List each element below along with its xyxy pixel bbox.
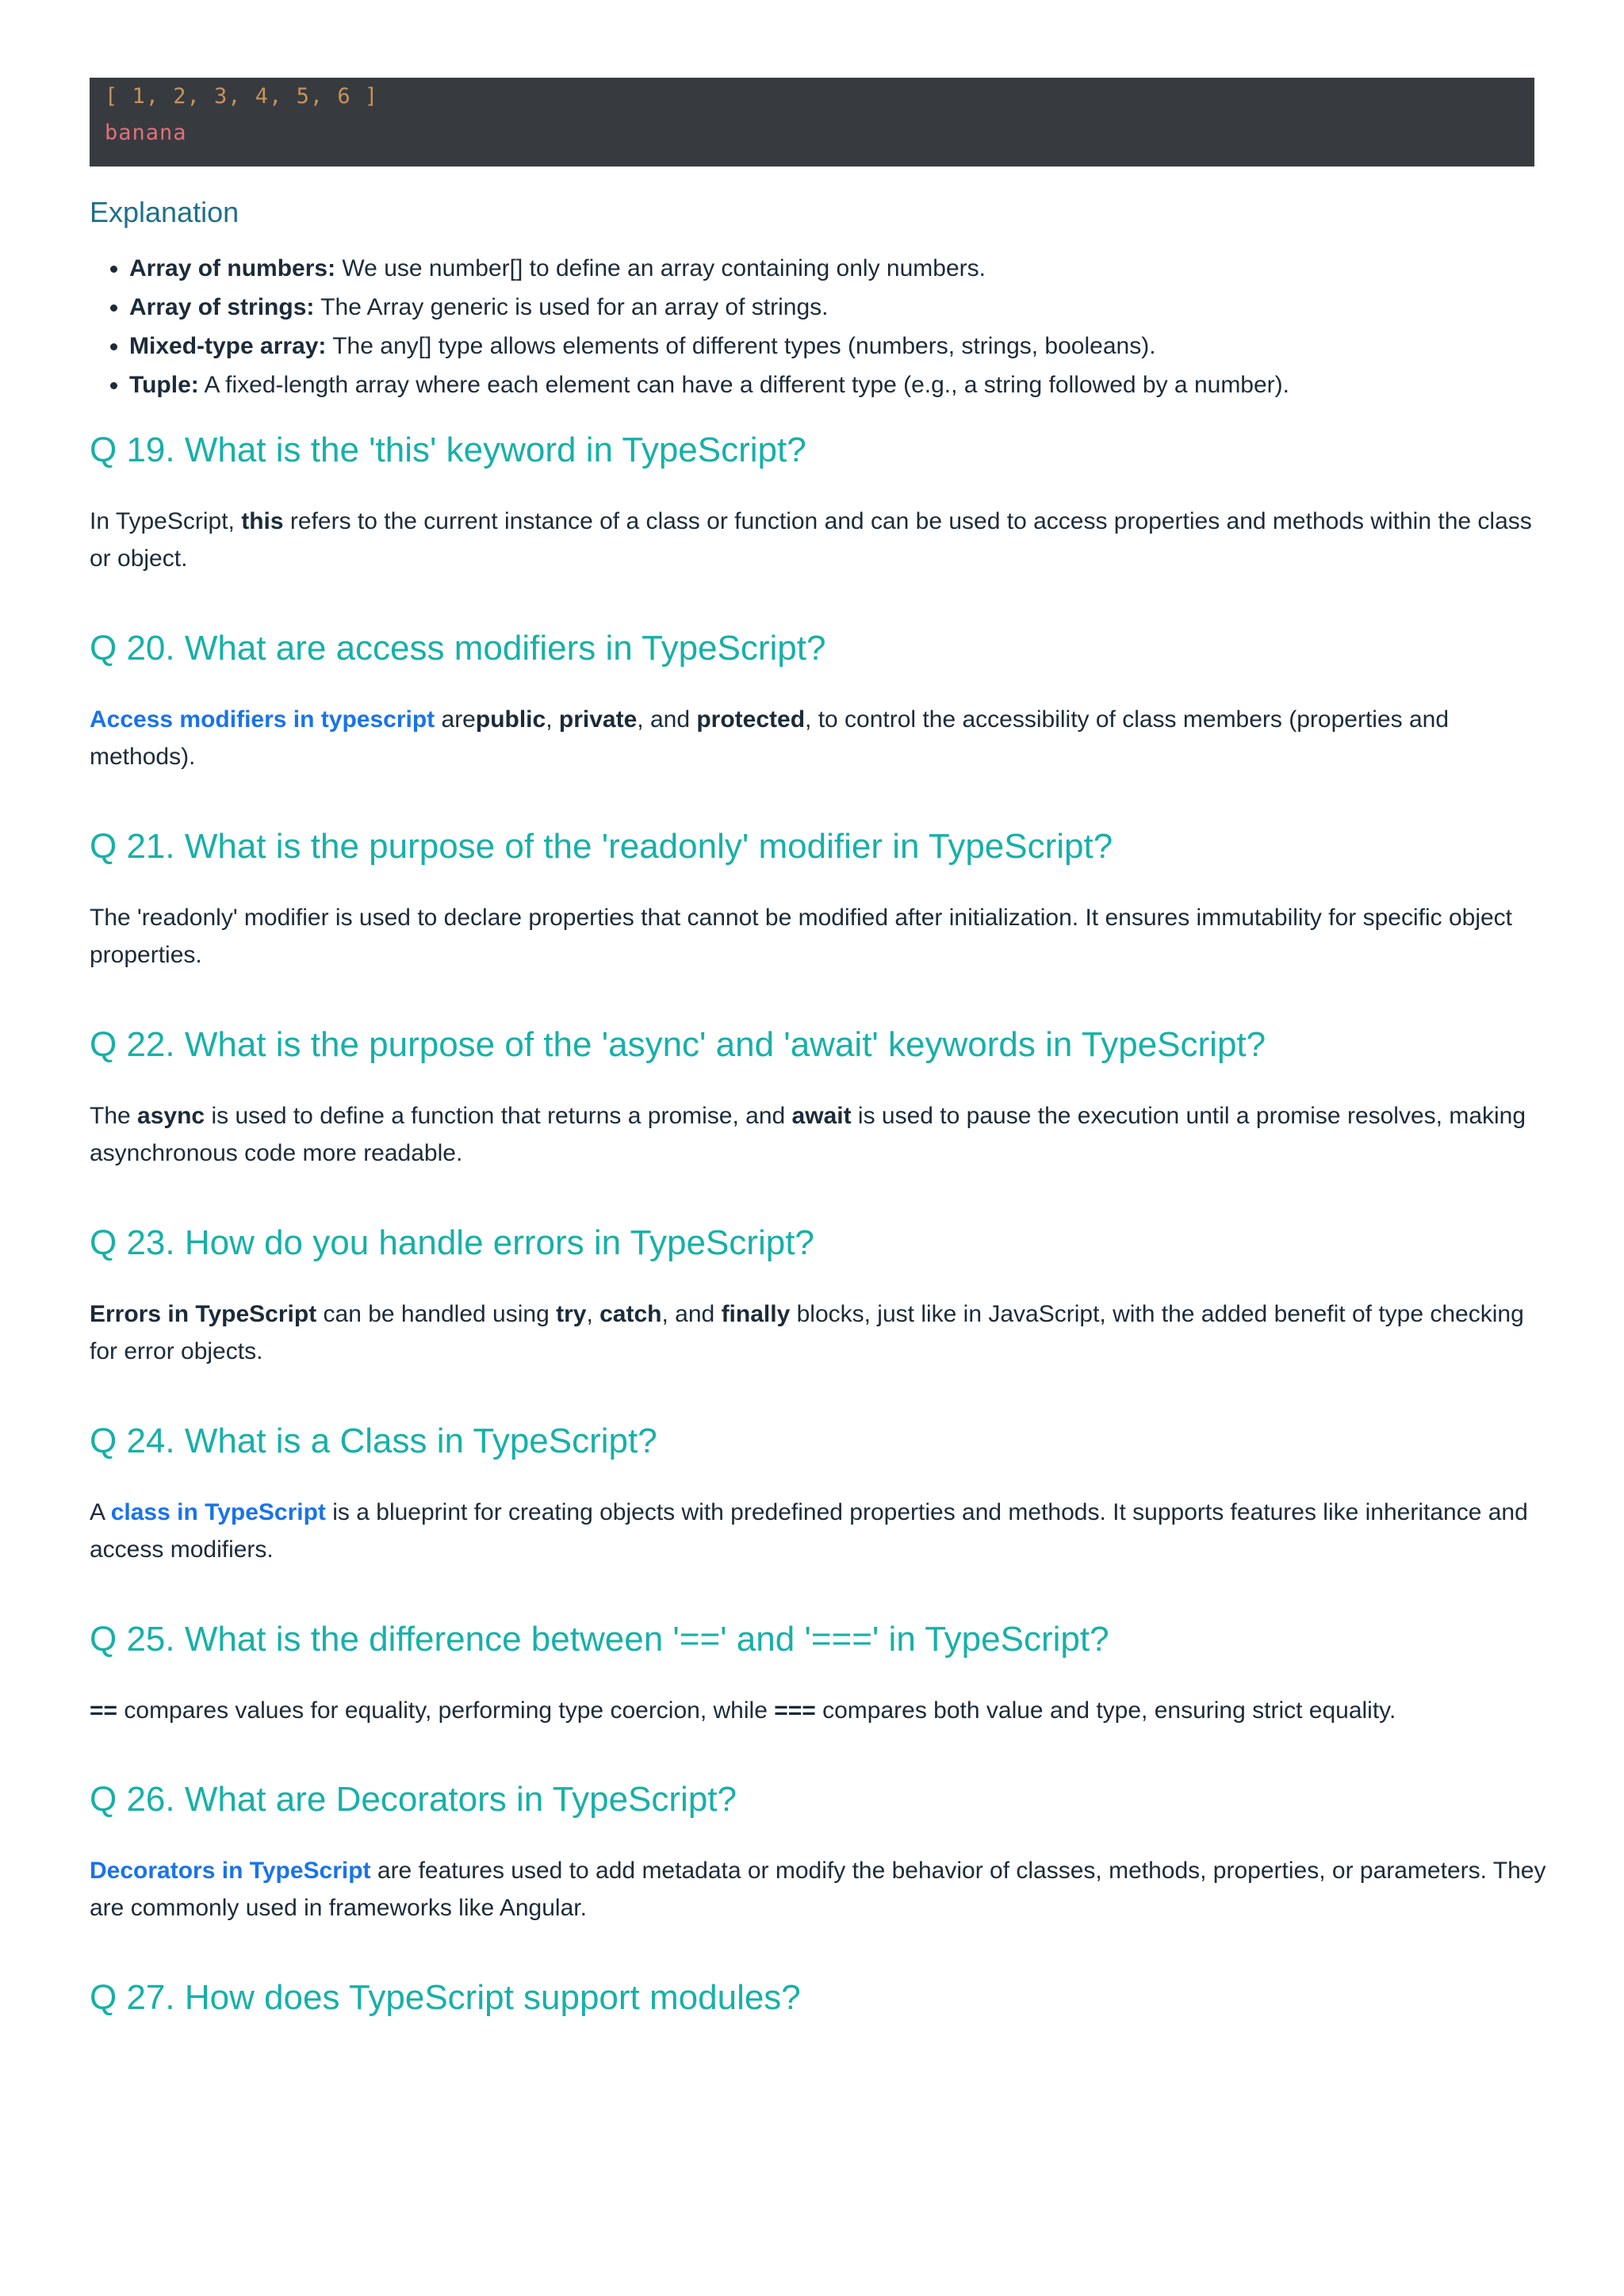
question-heading: Q 23. How do you handle errors in TypeScript? [90, 1223, 814, 1262]
explanation-heading: Explanation [90, 196, 239, 228]
answer-paragraph [90, 1494, 1557, 1568]
list-item-term: Array of numbers: [129, 255, 336, 281]
question-heading: Q 24. What is a Class in TypeScript? [90, 1422, 657, 1460]
list-item-text: The Array generic is used for an array of strings. [314, 294, 829, 320]
answer-bold: private [558, 706, 638, 733]
answer-text: In TypeScript, [90, 508, 242, 534]
answer-bold: finally [721, 1301, 791, 1327]
answer-bold: this [241, 508, 284, 534]
list-item-text: The any[] type allows elements of different types (numbers, strings, booleans). [326, 333, 1156, 359]
list-item-term: Array of strings: [129, 294, 315, 320]
answer-text: can be handled using [316, 1301, 557, 1327]
answer-text: refers to the current instance of a class or function and can be used to access properties and methods within the class or object. [90, 508, 1532, 572]
access-modifiers-link[interactable]: Access modifiers in typescript [90, 706, 435, 733]
answer-bold: try [556, 1301, 587, 1327]
answer-text: , to control the accessibility of class members (properties and methods). [90, 706, 1450, 770]
code-output-line: [ 1, 2, 3, 4, 5, 6 ] [105, 84, 379, 109]
question-section-20 [90, 626, 1557, 775]
class-in-typescript-link[interactable]: class in TypeScript [110, 1499, 326, 1525]
answer-text: is used to pause the execution until a promise resolves, making asynchronous code more readable. [90, 1103, 1526, 1166]
answer-paragraph [90, 1097, 1557, 1172]
answer-text: , and [661, 1301, 722, 1327]
question-section-21 [90, 825, 1557, 974]
decorators-link[interactable]: Decorators in TypeScript [90, 1858, 371, 1884]
question-section-26 [90, 1777, 1557, 1927]
question-heading: Q 22. What is the purpose of the 'async' and 'await' keywords in TypeScript? [90, 1025, 1266, 1064]
question-section-19 [90, 428, 1557, 577]
answer-bold: === [774, 1697, 816, 1724]
answer-text: The [90, 1103, 138, 1129]
answer-text: are [435, 706, 476, 733]
list-item-text: A fixed-length array where each element can have a different type (e.g., a string followed by a number). [198, 372, 1289, 398]
explanation-list [90, 249, 1557, 404]
question-heading: Q 25. What is the difference between '==' and '===' in TypeScript? [90, 1620, 1109, 1659]
answer-bold: async [137, 1103, 205, 1129]
answer-text: blocks, just like in JavaScript, with the added benefit of type checking for error objects. [90, 1301, 1524, 1364]
answer-text: , and [637, 706, 697, 733]
list-item-text: We use number[] to define an array containing only numbers. [335, 255, 986, 281]
list-item [129, 249, 1557, 288]
list-item-term: Tuple: [129, 372, 199, 398]
list-item [129, 327, 1557, 365]
list-item-term: Mixed-type array: [129, 333, 327, 359]
article-content [90, 78, 1557, 2017]
question-section-22 [90, 1023, 1557, 1172]
answer-paragraph [90, 503, 1557, 577]
list-item [129, 365, 1557, 404]
answer-bold: == [90, 1697, 118, 1724]
answer-bold: catch [599, 1301, 662, 1327]
answer-paragraph [90, 701, 1557, 775]
answer-text: , [546, 706, 559, 733]
answer-paragraph [90, 1692, 1557, 1729]
answer-text: is a blueprint for creating objects with predefined properties and methods. It supports features like inheritance and access modifiers. [90, 1499, 1528, 1563]
question-heading: Q 27. How does TypeScript support modules? [90, 1978, 801, 2017]
answer-text: are features used to add metadata or modify the behavior of classes, methods, properties, or parameters. They are commonly used in frameworks like Angular. [90, 1858, 1546, 1921]
question-section-25 [90, 1617, 1557, 1729]
answer-bold: await [791, 1103, 852, 1129]
answer-text: compares both value and type, ensuring strict equality. [815, 1697, 1396, 1724]
question-section-24 [90, 1419, 1557, 1568]
answer-bold: protected [696, 706, 806, 733]
answer-bold: Errors in TypeScript [90, 1301, 317, 1327]
answer-text: A [90, 1499, 111, 1525]
answer-text: , [586, 1301, 600, 1327]
code-output-line: banana [105, 121, 187, 145]
answer-text: is used to define a function that returns a promise, and [205, 1103, 792, 1129]
question-heading: Q 21. What is the purpose of the 'readonly' modifier in TypeScript? [90, 827, 1113, 866]
question-section-27 [90, 1976, 1557, 2020]
answer-paragraph: The 'readonly' modifier is used to declare properties that cannot be modified after initialization. It ensures immutability for specific object properties. [90, 905, 1513, 968]
list-item [129, 288, 1557, 327]
answer-text: compares values for equality, performing type coercion, while [117, 1697, 775, 1724]
answer-paragraph [90, 1852, 1557, 1927]
question-heading: Q 26. What are Decorators in TypeScript? [90, 1780, 737, 1819]
answer-bold: public [475, 706, 546, 733]
question-heading: Q 19. What is the 'this' keyword in TypeScript? [90, 430, 806, 469]
code-output-block [90, 78, 1534, 166]
answer-paragraph [90, 1295, 1557, 1370]
question-heading: Q 20. What are access modifiers in TypeScript? [90, 629, 826, 668]
question-section-23 [90, 1221, 1557, 1370]
